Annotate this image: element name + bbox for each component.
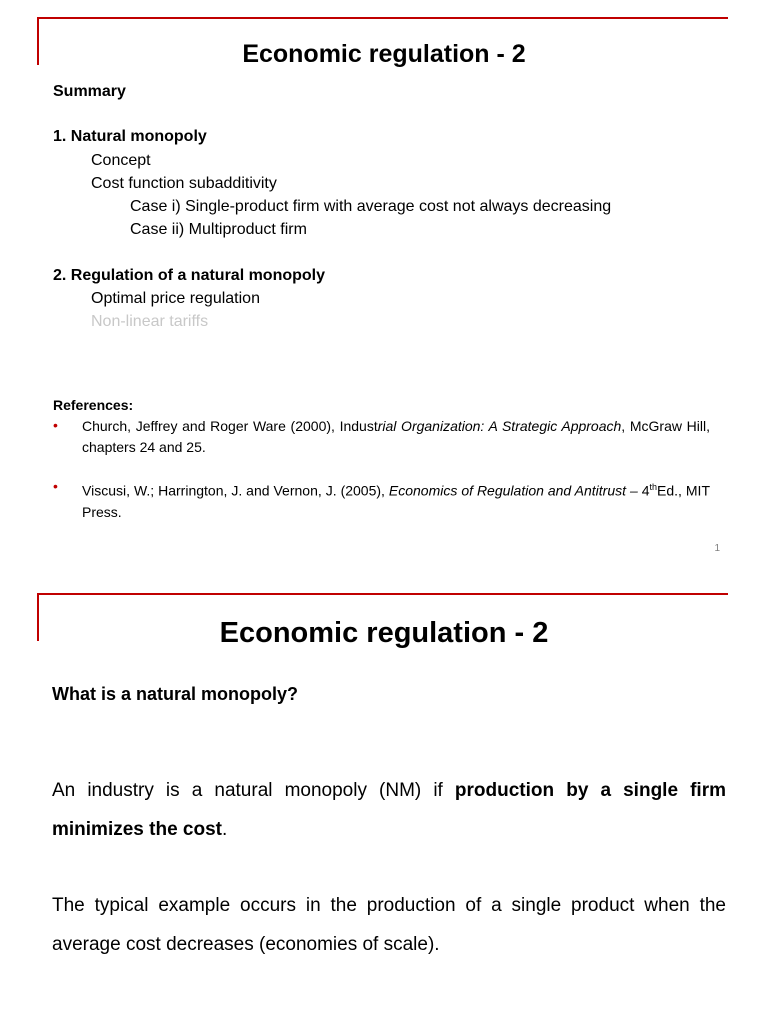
outline-item-optimal-price: Optimal price regulation [91, 290, 260, 307]
paragraph-typical-example: The typical example occurs in the production of a single product when the average cost decreases (economies of scale). [52, 895, 726, 955]
bullet-icon: • [53, 417, 58, 433]
slide-frame-top-line [38, 593, 728, 595]
bullet-icon: • [53, 478, 58, 494]
slide-title: Economic regulation - 2 [219, 617, 549, 649]
references-label: References: [53, 397, 134, 413]
slide-frame-top-line [38, 17, 728, 19]
reference-viscusi: Viscusi, W.; Harrington, J. and Vernon, J. (2005), Economics of Regulation and Antitrust – 4thEd., MIT Press. [82, 482, 710, 520]
outline-subitem-case-ii: Case ii) Multiproduct firm [130, 221, 307, 238]
reference-church-ware: Church, Jeffrey and Roger Ware (2000), Industrial Organization: A Strategic Approach, McGraw Hill, chapters 24 and 25. [82, 418, 710, 455]
page-number: 1 [714, 543, 720, 554]
paragraph-definition: An industry is a natural monopoly (NM) if production by a single firm minimizes the cost. [52, 780, 727, 840]
outline-item-concept: Concept [91, 152, 151, 169]
slide-2 [0, 575, 768, 1024]
section-heading-natural-monopoly: 1. Natural monopoly [53, 128, 207, 145]
question-heading: What is a natural monopoly? [52, 684, 299, 704]
slide-title: Economic regulation - 2 [242, 40, 526, 68]
section-heading-regulation: 2. Regulation of a natural monopoly [53, 267, 326, 284]
outline-subitem-case-i: Case i) Single-product firm with average cost not always decreasing [130, 198, 612, 215]
outline-item-nonlinear-tariffs: Non-linear tariffs [91, 313, 209, 330]
summary-label: Summary [53, 83, 126, 100]
outline-item-subadditivity: Cost function subadditivity [91, 175, 277, 192]
